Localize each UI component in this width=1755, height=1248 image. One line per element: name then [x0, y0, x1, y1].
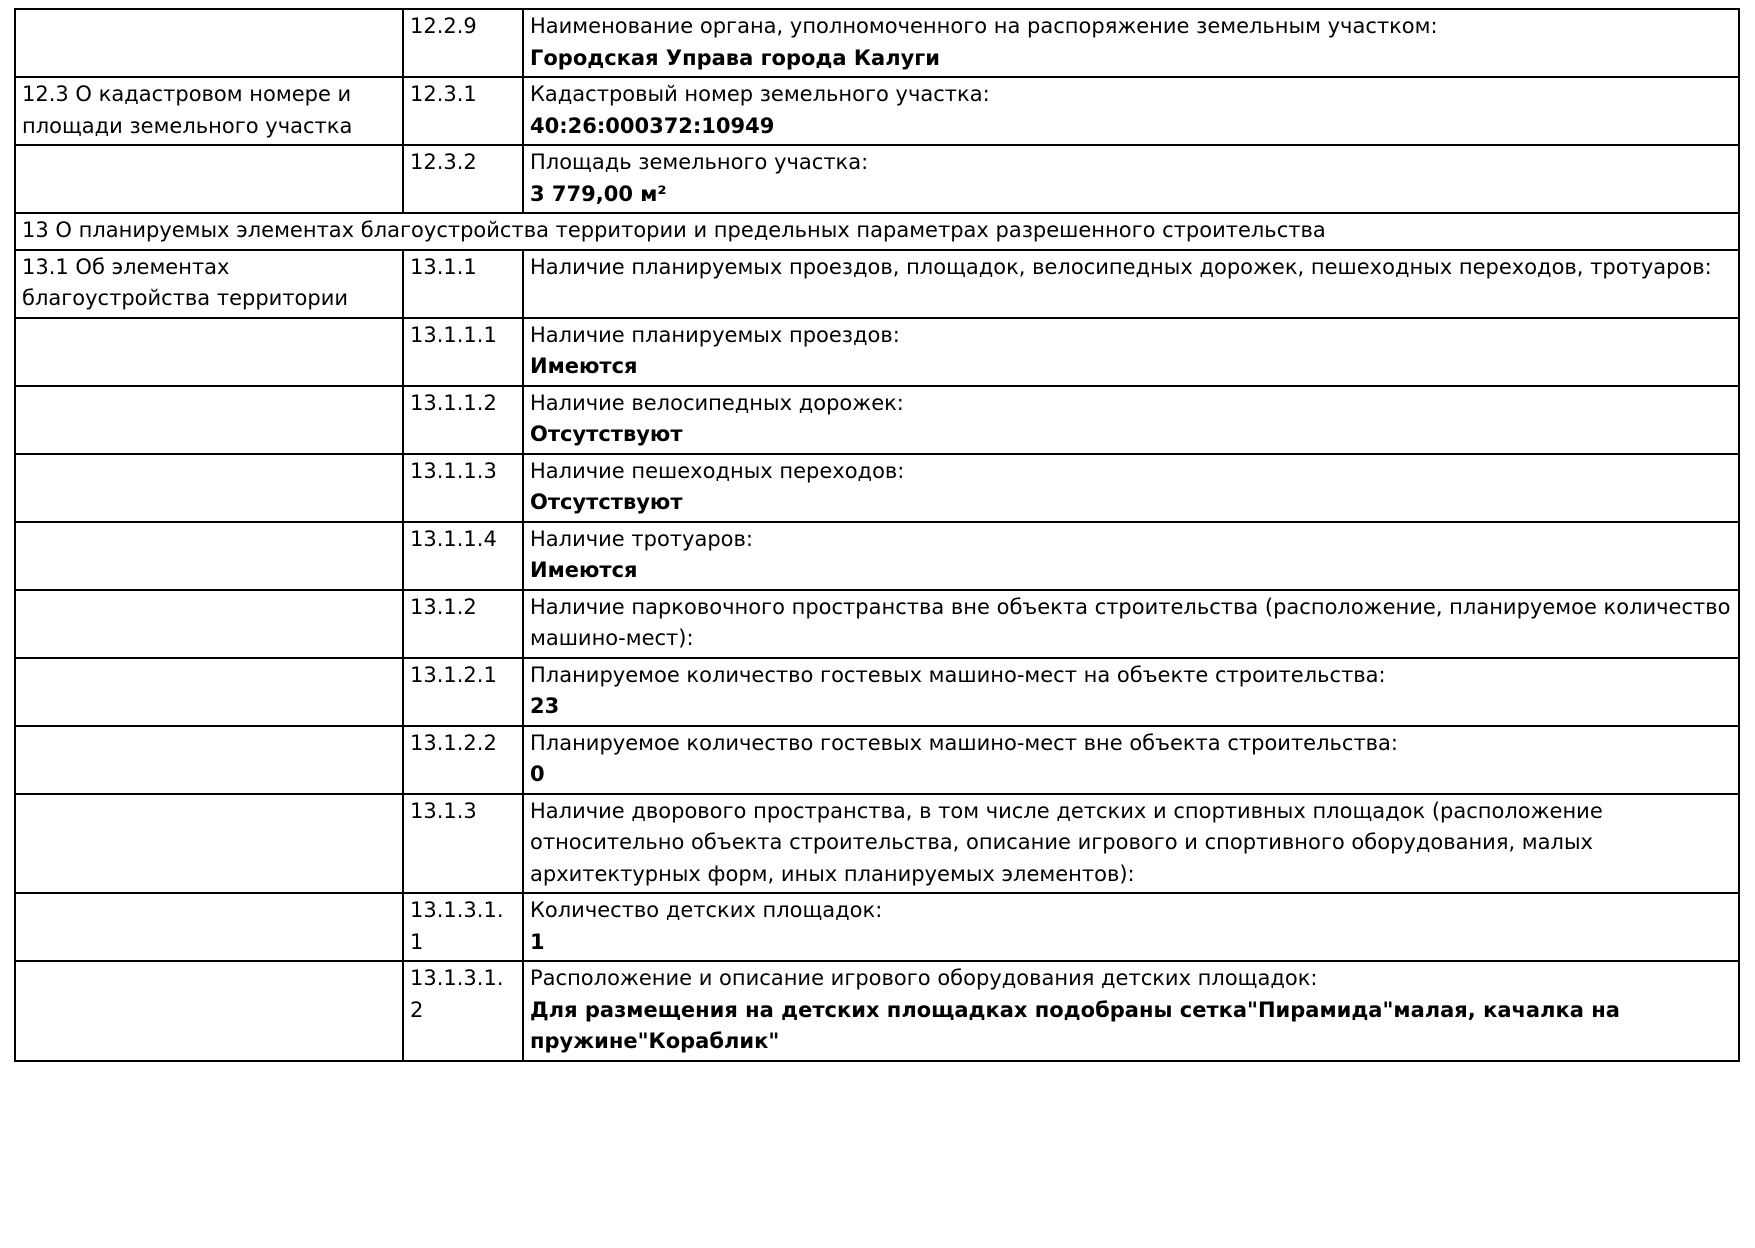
- item-content: [523, 794, 1739, 894]
- table-row: [15, 893, 1739, 961]
- section-cell: [15, 522, 403, 590]
- table-row: [15, 658, 1739, 726]
- item-label: Наличие парковочного пространства вне объекта строительства (расположение, планируемое количество машино-мест):: [530, 594, 1731, 650]
- section-cell: [15, 454, 403, 522]
- table-row: [15, 250, 1739, 318]
- table-row: [15, 77, 1739, 145]
- item-value: Городская Управа города Калуги: [530, 45, 940, 70]
- section-cell: [15, 961, 403, 1061]
- item-value: 40:26:000372:10949: [530, 113, 775, 138]
- item-label: Наличие планируемых проездов, площадок, велосипедных дорожек, пешеходных переходов, тротуаров:: [530, 254, 1712, 279]
- table-row: [15, 726, 1739, 794]
- item-content: [523, 77, 1739, 145]
- item-content: [523, 658, 1739, 726]
- item-content: [523, 522, 1739, 590]
- item-code: 12.3.1: [403, 77, 523, 145]
- item-value: 1: [530, 929, 545, 954]
- item-code: 12.3.2: [403, 145, 523, 213]
- section-cell: [15, 726, 403, 794]
- item-label: Наличие тротуаров:: [530, 526, 753, 551]
- section-cell: [15, 893, 403, 961]
- section-cell: [15, 658, 403, 726]
- item-code: 13.1.2.2: [403, 726, 523, 794]
- table-row: [15, 9, 1739, 77]
- item-content: [523, 590, 1739, 658]
- item-content: [523, 893, 1739, 961]
- item-value: 23: [530, 694, 560, 718]
- section-cell: [15, 9, 403, 77]
- item-label: Расположение и описание игрового оборудования детских площадок:: [530, 966, 1318, 990]
- item-value: 3 779,00 м²: [530, 181, 667, 206]
- item-label: Наличие велосипедных дорожек:: [530, 390, 904, 415]
- section-cell: [15, 590, 403, 658]
- item-label: Наличие дворового пространства, в том числе детских и спортивных площадок (расположение относительно объекта строительства, описание игрового и спортивного оборудования, малых архитектурных форм, иных планируемых элементов):: [530, 798, 1603, 886]
- item-code: 13.1.1.1: [403, 318, 523, 386]
- section-13-header: 13 О планируемых элементах благоустройства территории и предельных параметрах разрешенного строительства: [15, 213, 1739, 250]
- section-cell: [15, 318, 403, 386]
- item-value: Имеются: [530, 354, 638, 378]
- table-row: [15, 454, 1739, 522]
- item-label: Планируемое количество гостевых машино-мест вне объекта строительства:: [530, 730, 1398, 755]
- item-content: [523, 726, 1739, 794]
- item-label: Планируемое количество гостевых машино-мест на объекте строительства:: [530, 662, 1386, 687]
- item-code: 13.1.3: [403, 794, 523, 894]
- item-code: 13.1.1: [403, 250, 523, 318]
- item-value: Имеются: [530, 558, 638, 582]
- section-cell: 13.1 Об элементах благоустройства территории: [15, 250, 403, 318]
- table-row: [15, 590, 1739, 658]
- item-content: [523, 961, 1739, 1061]
- item-label: Количество детских площадок:: [530, 898, 883, 922]
- item-content: [523, 145, 1739, 213]
- project-declaration-table: [14, 8, 1740, 1062]
- section-header-row: [15, 213, 1739, 250]
- item-label: Площадь земельного участка:: [530, 150, 869, 174]
- item-code: 13.1.3.1.1: [403, 893, 523, 961]
- table-row: [15, 145, 1739, 213]
- section-cell: [15, 386, 403, 454]
- item-label: Наличие пешеходных переходов:: [530, 458, 905, 483]
- item-label: Наименование органа, уполномоченного на распоряжение земельным участком:: [530, 14, 1438, 38]
- item-content: [523, 9, 1739, 77]
- item-value: Отсутствуют: [530, 422, 683, 446]
- item-value: Для размещения на детских площадках подобраны сетка"Пирамида"малая, качалка на пружине"Кораблик": [530, 997, 1620, 1053]
- item-value: 0: [530, 762, 545, 786]
- item-code: 13.1.1.4: [403, 522, 523, 590]
- item-content: [523, 386, 1739, 454]
- item-code: 12.2.9: [403, 9, 523, 77]
- table-row: [15, 794, 1739, 894]
- item-code: 13.1.3.1.2: [403, 961, 523, 1061]
- item-content: [523, 454, 1739, 522]
- section-cell: [15, 794, 403, 894]
- section-cell: 12.3 О кадастровом номере и площади земельного участка: [15, 77, 403, 145]
- item-content: [523, 318, 1739, 386]
- item-label: Наличие планируемых проездов:: [530, 322, 900, 347]
- table-row: [15, 961, 1739, 1061]
- table-row: [15, 318, 1739, 386]
- item-code: 13.1.2.1: [403, 658, 523, 726]
- section-cell: [15, 145, 403, 213]
- item-value: Отсутствуют: [530, 490, 683, 514]
- table-row: [15, 386, 1739, 454]
- table-row: [15, 522, 1739, 590]
- item-code: 13.1.2: [403, 590, 523, 658]
- item-code: 13.1.1.2: [403, 386, 523, 454]
- item-code: 13.1.1.3: [403, 454, 523, 522]
- item-label: Кадастровый номер земельного участка:: [530, 82, 990, 106]
- item-content: [523, 250, 1739, 318]
